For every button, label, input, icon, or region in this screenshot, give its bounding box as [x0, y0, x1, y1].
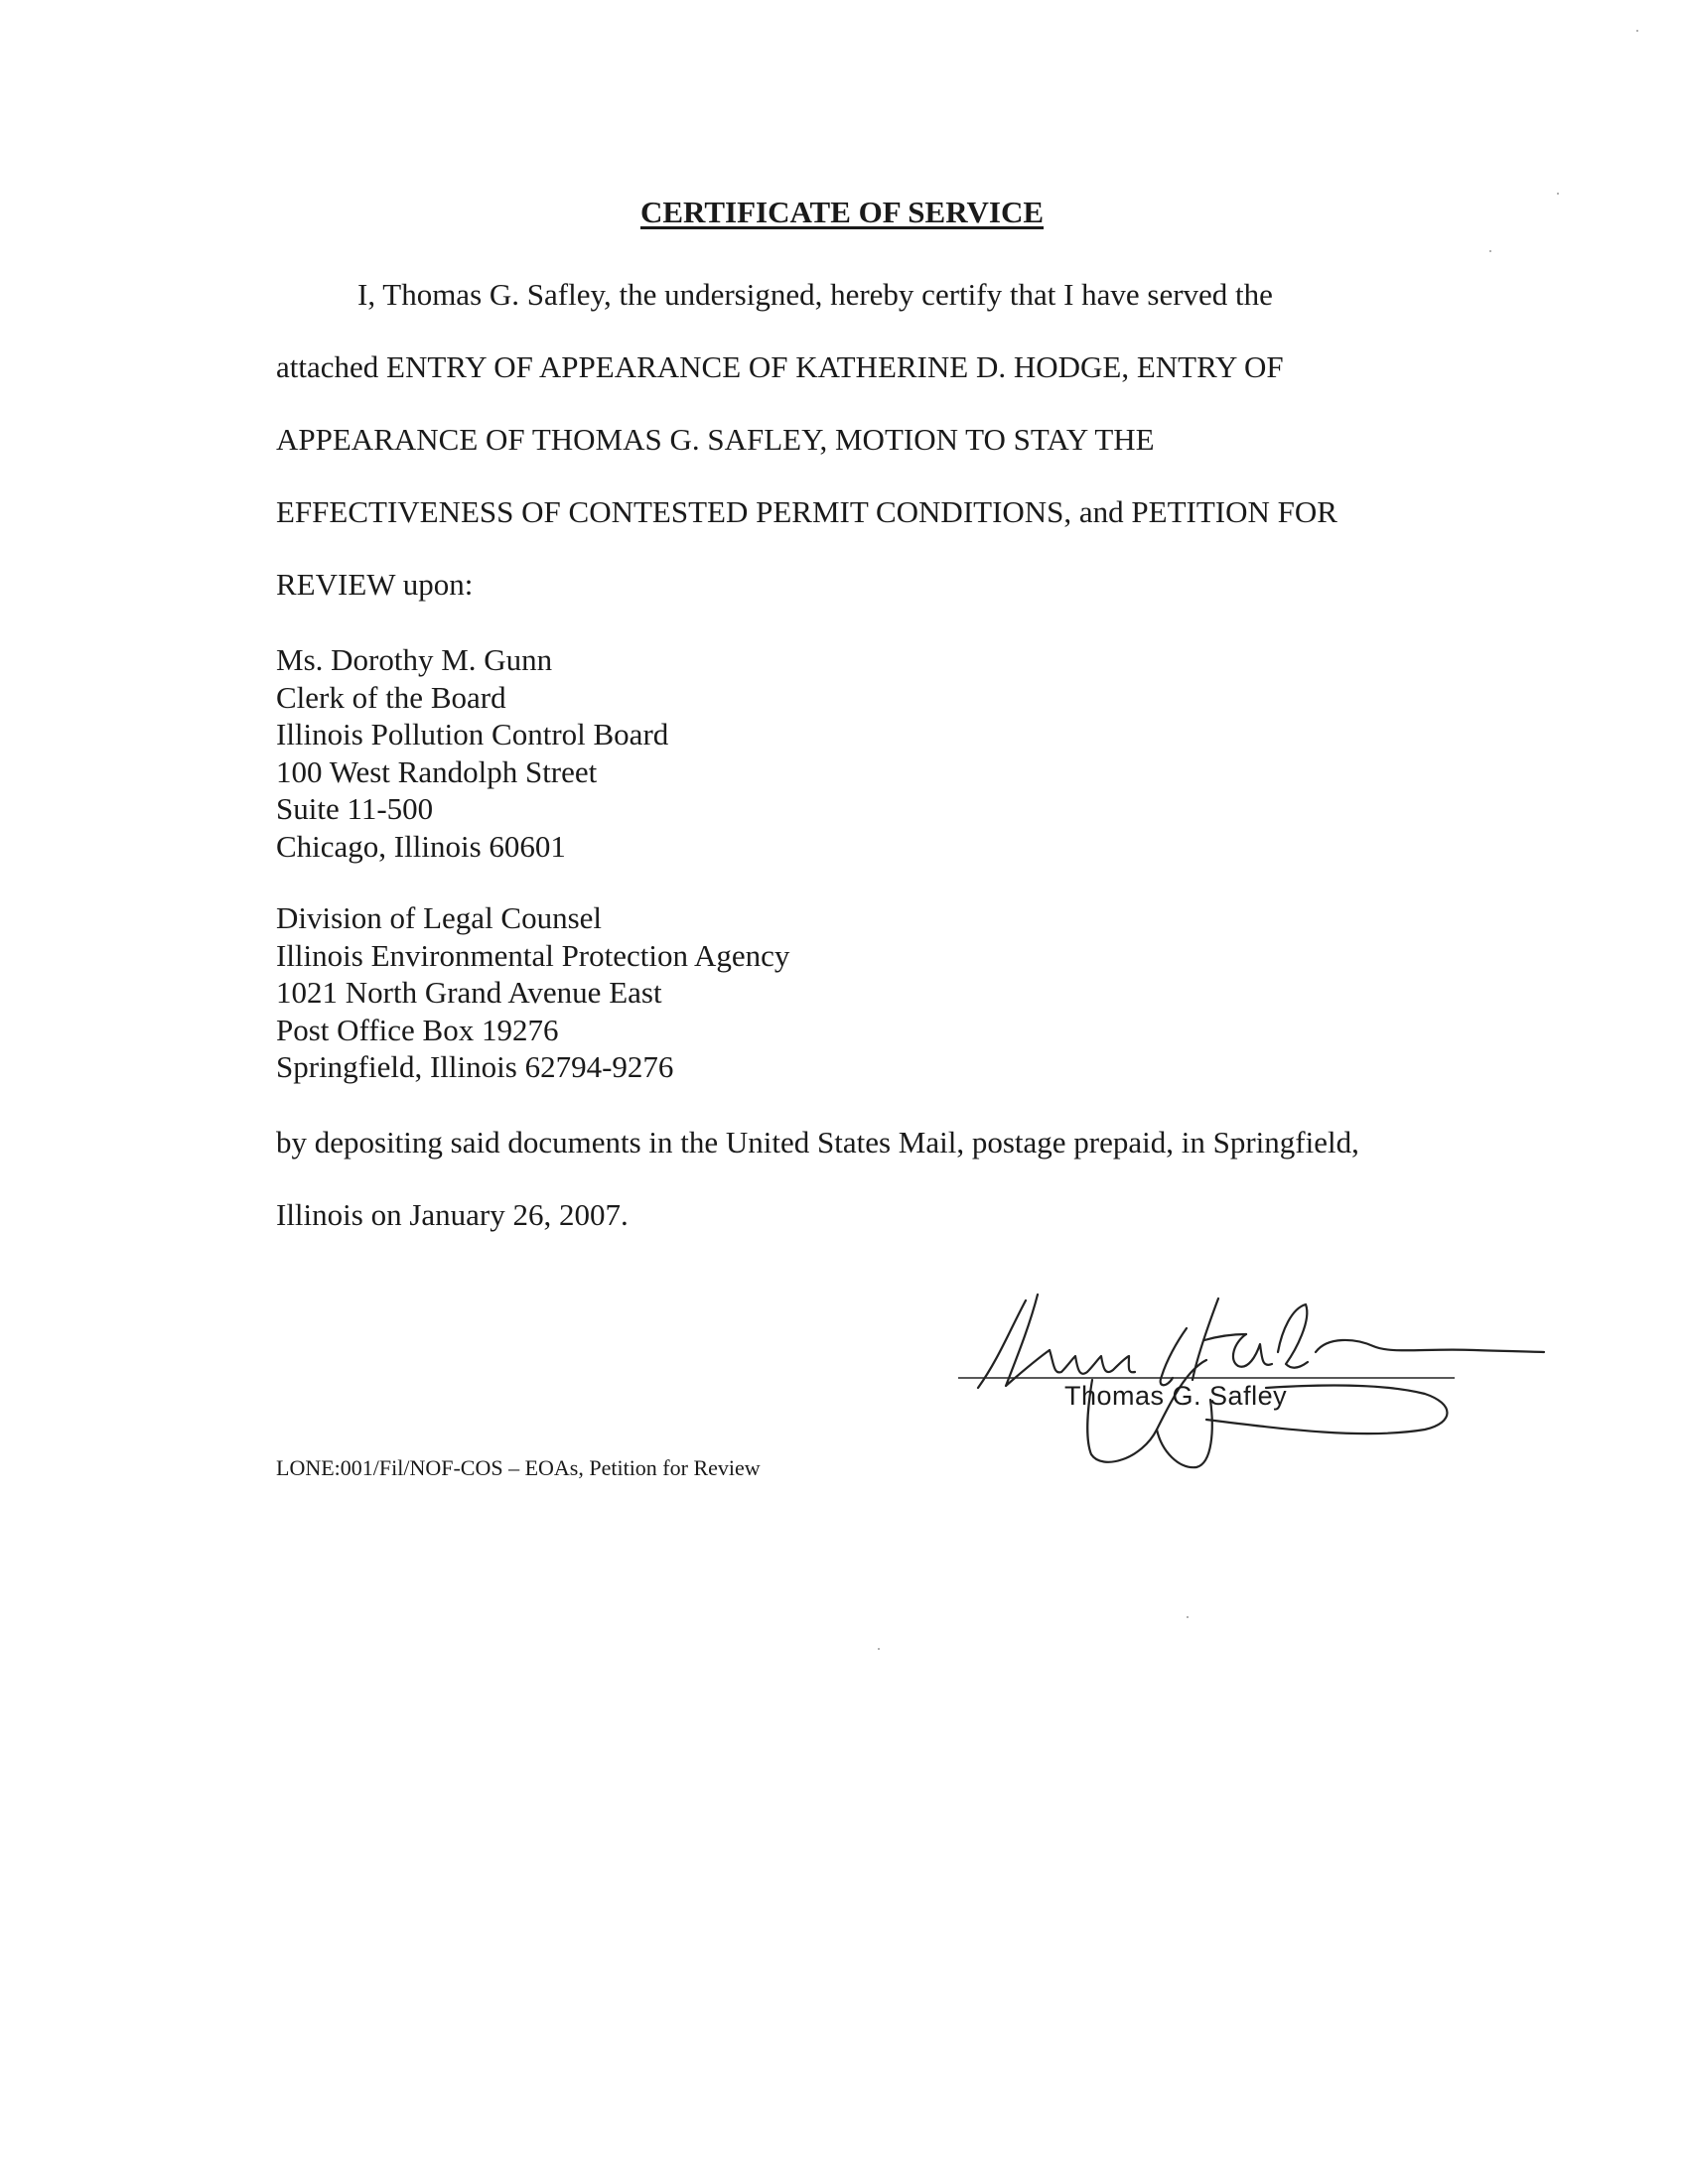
document-reference-footer: LONE:001/Fil/NOF-COS – EOAs, Petition for Review	[276, 1455, 761, 1480]
address-line: Illinois Environmental Protection Agency	[276, 937, 790, 973]
handwritten-signature	[958, 1281, 1554, 1479]
address-line: Suite 11-500	[276, 791, 434, 826]
signatory-name: Thomas G. Safley	[1064, 1381, 1288, 1411]
scan-speck	[878, 1648, 880, 1650]
address-line: 1021 North Grand Avenue East	[276, 975, 662, 1010]
address-line: Illinois Pollution Control Board	[276, 717, 669, 751]
address-line: Chicago, Illinois 60601	[276, 828, 566, 864]
address-line: Ms. Dorothy M. Gunn	[276, 642, 553, 677]
recipient-address-board	[276, 641, 668, 865]
address-line: Springfield, Illinois 62794-9276	[276, 1049, 674, 1084]
certification-line-2: attached ENTRY OF APPEARANCE OF KATHERINE D. HODGE, ENTRY OF	[276, 349, 1284, 384]
address-line: Clerk of the Board	[276, 679, 506, 715]
scan-speck	[1557, 193, 1559, 195]
document-title: CERTIFICATE OF SERVICE	[639, 195, 1045, 229]
scan-speck	[1489, 250, 1491, 252]
certification-line-3: APPEARANCE OF THOMAS G. SAFLEY, MOTION TO STAY THE	[276, 422, 1155, 457]
closing-line-1: by depositing said documents in the United States Mail, postage prepaid, in Springfield,	[276, 1125, 1359, 1160]
address-line: 100 West Randolph Street	[276, 753, 598, 789]
certification-line-4: EFFECTIVENESS OF CONTESTED PERMIT CONDITIONS, and PETITION FOR	[276, 494, 1337, 529]
recipient-address-agency	[276, 899, 789, 1086]
scan-speck	[1636, 30, 1638, 32]
address-line: Post Office Box 19276	[276, 1012, 559, 1047]
closing-line-2: Illinois on January 26, 2007.	[276, 1197, 629, 1232]
scan-speck	[1187, 1616, 1189, 1618]
certification-line-1: I, Thomas G. Safley, the undersigned, hereby certify that I have served the	[357, 277, 1273, 312]
certification-line-5: REVIEW upon:	[276, 567, 474, 602]
address-line: Division of Legal Counsel	[276, 900, 603, 935]
